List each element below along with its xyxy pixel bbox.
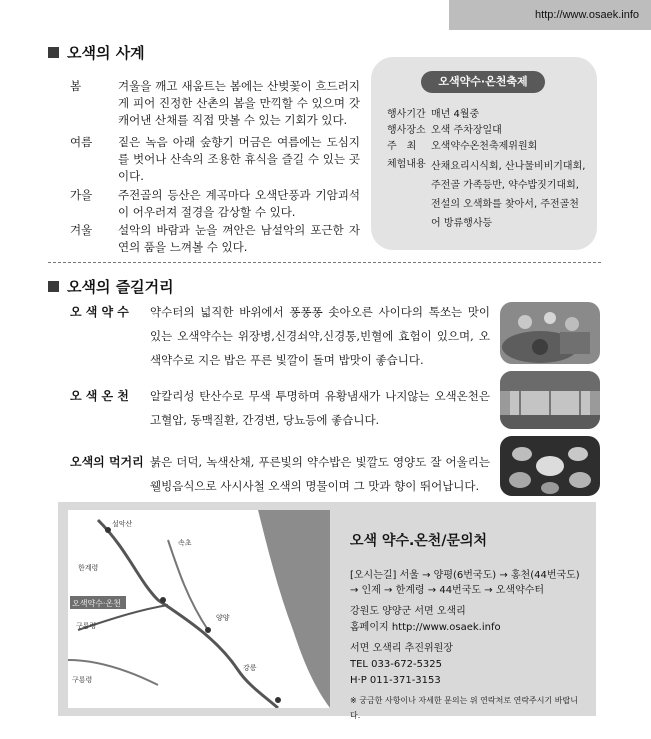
contact-title: 오색 약수.온천/문의처 xyxy=(350,533,488,549)
season-summer xyxy=(70,134,360,185)
festival-value: 오색약수온천축제위원회 xyxy=(431,141,538,152)
festival-key: 주 최 xyxy=(387,141,417,152)
festival-key: 행사장소 xyxy=(387,125,426,136)
map-label-guryongryeong-2: 구룡령 xyxy=(72,676,93,684)
season-text: 겨울을 깨고 새움트는 봄에는 산벚꽃이 흐드러지게 피어 진정한 산촌의 봄을 만끽할 수 있으며 갓 캐어낸 산채를 직접 맛볼 수 있는 기회가 있다. xyxy=(118,79,360,127)
festival-box xyxy=(371,57,597,250)
festival-value: 오색 주차장일대 xyxy=(431,125,502,136)
contact-box xyxy=(58,502,596,720)
section-title-seasons xyxy=(48,42,145,63)
map-label-osaek: 오색약수·온천 xyxy=(72,599,121,608)
activity-name: 오 색 약 수 xyxy=(70,305,129,319)
contact-org: 서면 오색리 추진위원장 xyxy=(350,643,453,654)
photo-food-image xyxy=(500,436,600,496)
season-name: 가을 xyxy=(70,188,93,202)
festival-value: 매년 4월중 xyxy=(431,109,480,120)
section-divider xyxy=(48,262,601,263)
photo-food xyxy=(500,436,600,496)
season-text: 설악의 바람과 눈을 껴안은 남설악의 포근한 자연의 품을 느껴볼 수 있다. xyxy=(118,223,360,254)
contact-hp: H·P 011-371-3153 xyxy=(350,675,441,686)
map-label-yangyang: 양양 xyxy=(216,614,230,622)
activity-food xyxy=(70,450,490,498)
season-winter xyxy=(70,222,360,256)
festival-key: 행사기간 xyxy=(387,109,426,120)
season-spring xyxy=(70,78,360,129)
contact-note: ※ 궁금한 사항이나 자세한 문의는 위 연락처로 연락주시기 바랍니다. xyxy=(350,696,578,720)
map-label-gangneung: 강릉 xyxy=(243,664,257,672)
photo-mineral-spring xyxy=(500,302,600,364)
contact-route: [오시는길] 서울 → 양평(6번국도) → 홍천(44번국도) → 인제 → 한계령 → 44번국도 → 오색약수터 xyxy=(350,570,580,596)
season-autumn xyxy=(70,187,360,221)
photo-hot-spring xyxy=(500,371,600,429)
activity-name: 오색의 먹거리 xyxy=(70,455,144,469)
contact-tel: TEL 033-672-5325 xyxy=(350,659,443,670)
area-map xyxy=(68,510,330,708)
map-label-sokcho: 속초 xyxy=(178,539,192,547)
activity-text: 알칼리성 탄산수로 무색 투명하며 유황냄새가 나지않는 오색온천은 고혈압, 동맥질환, 간경변, 당뇨등에 좋습니다. xyxy=(150,389,490,427)
season-text: 주전골의 등산은 계곡마다 오색단풍과 기암괴석이 어우러져 절경을 감상할 수 있다. xyxy=(118,188,360,219)
section-square-icon xyxy=(48,281,59,292)
festival-row-host xyxy=(387,139,587,155)
activity-mineral-spring xyxy=(70,300,490,372)
season-name: 여름 xyxy=(70,135,93,149)
section-square-icon xyxy=(48,47,59,58)
section-title-text: 오색의 사계 xyxy=(67,44,145,62)
map-label-hangyeryeong: 한계령 xyxy=(78,564,99,572)
map-label-seoraksan: 설악산 xyxy=(112,520,133,528)
contact-address: 강원도 양양군 서면 오색리 xyxy=(350,606,466,617)
activity-name: 오 색 온 천 xyxy=(70,389,129,403)
activity-text: 붉은 더덕, 녹색산채, 푸른빛의 약수밥은 빛깔도 영양도 잘 어울리는 웰빙음식으로 사시사철 오색의 명물이며 그 맛과 향이 뛰어납니다. xyxy=(150,455,490,493)
activity-hot-spring xyxy=(70,384,490,432)
season-name: 겨울 xyxy=(70,223,93,237)
section-title-activities xyxy=(48,276,174,297)
festival-row-period xyxy=(387,107,587,123)
festival-row-activities xyxy=(387,157,587,233)
map-label-guryongryeong: 구룡령 xyxy=(76,622,97,630)
contact-homepage[interactable]: 홈페이지 http://www.osaek.info xyxy=(350,622,501,633)
url-bar xyxy=(449,0,651,30)
season-name: 봄 xyxy=(70,79,82,93)
season-text: 짙은 녹음 아래 숲향기 머금은 여름에는 도심지를 벗어나 산속의 조용한 휴식을 즐길 수 있는 곳이다. xyxy=(118,135,360,183)
festival-row-place xyxy=(387,123,587,139)
section-title-text: 오색의 즐길거리 xyxy=(67,278,174,296)
activity-text: 약수터의 넓직한 바위에서 퐁퐁퐁 솟아오른 사이다의 톡쏘는 맛이 있는 오색약수는 위장병,신경쇠약,신경통,빈혈에 효험이 있으며, 오색약수로 지은 밥은 푸른 빛깔이 돌며 밥맛이 좋습니다. xyxy=(150,305,490,367)
photo-hot-spring-image xyxy=(500,371,600,429)
area-map-image xyxy=(68,510,330,708)
festival-value: 산채요리시식회, 산나물비비기대회, 주전골 가족등반, 약수밥짓기대회, 전설의 오색화를 찾아서, 주전골천어 방류행사등 xyxy=(431,161,586,229)
photo-mineral-spring-image xyxy=(500,302,600,364)
url-text: http://www.osaek.info xyxy=(535,9,639,21)
festival-title: 오색약수·온천축제 xyxy=(421,71,545,93)
festival-key: 체험내용 xyxy=(387,159,426,170)
